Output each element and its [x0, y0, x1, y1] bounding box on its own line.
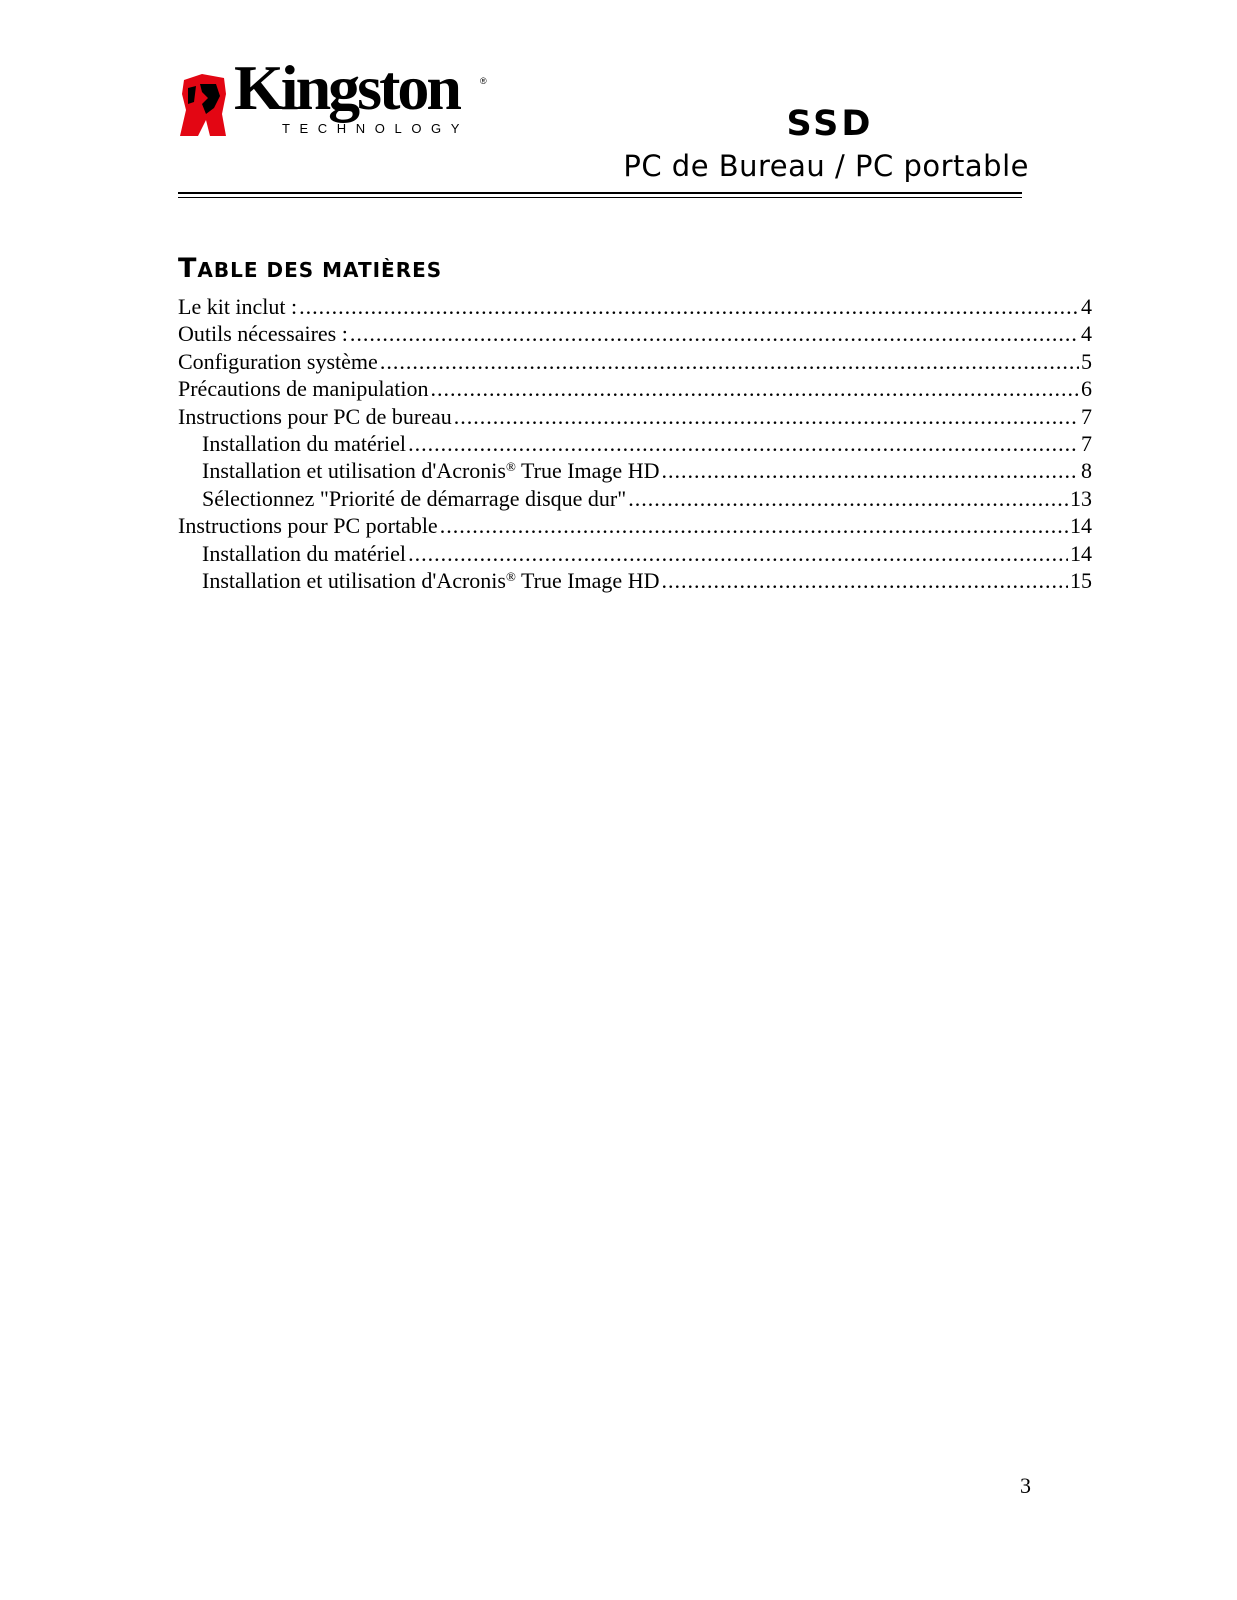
logo-tagline: TECHNOLOGY	[282, 121, 470, 136]
toc-entry[interactable]	[178, 485, 1092, 512]
toc-dot-leader	[661, 457, 1079, 484]
kingston-head-icon	[180, 74, 228, 136]
toc-entry-label: Instructions pour PC portable	[178, 513, 438, 539]
registered-mark: ®	[480, 76, 487, 86]
toc-entry-label: Installation du matériel	[202, 540, 407, 566]
toc-entry[interactable]	[178, 403, 1092, 430]
toc-entry-label	[202, 457, 659, 484]
toc-entry-page: 14	[1070, 513, 1092, 539]
toc-entry[interactable]	[178, 348, 1092, 375]
toc-entry-page: 14	[1070, 540, 1092, 566]
toc-heading-rest: ABLE DES MATIÈRES	[197, 258, 443, 282]
toc-entry-page: 8	[1081, 458, 1092, 484]
toc-entry-page: 7	[1081, 430, 1092, 456]
registered-mark: ®	[505, 459, 516, 475]
toc-entry[interactable]	[178, 457, 1092, 484]
toc-dot-leader	[454, 403, 1079, 430]
toc-entry-label: Instructions pour PC de bureau	[178, 403, 452, 429]
toc-heading-initial: T	[178, 253, 198, 284]
toc-dot-leader	[440, 512, 1068, 539]
toc-entry[interactable]	[178, 512, 1092, 539]
toc-entry-label-text: Installation et utilisation d'Acronis	[202, 567, 506, 593]
toc-dot-leader	[431, 375, 1080, 402]
toc-entry-page: 7	[1081, 403, 1092, 429]
toc-entry-label	[202, 567, 659, 594]
toc-entry-label: Précautions de manipulation	[178, 376, 429, 402]
toc-entry-page: 4	[1081, 321, 1092, 347]
registered-mark: ®	[505, 568, 516, 584]
toc-entry-page: 4	[1081, 294, 1092, 319]
document-title: SSD	[786, 104, 874, 144]
toc-dot-leader	[628, 485, 1068, 512]
toc-entry[interactable]	[178, 540, 1092, 567]
toc-entry[interactable]	[178, 567, 1092, 594]
toc-dot-leader	[380, 348, 1079, 375]
header-rule-thin	[178, 197, 1022, 198]
toc-entry-page: 13	[1070, 485, 1092, 511]
toc-list	[178, 293, 1092, 594]
toc-entry[interactable]	[178, 320, 1092, 347]
document-subtitle: PC de Bureau / PC portable	[623, 149, 1029, 183]
header-rule-thick	[178, 192, 1022, 194]
kingston-logo	[180, 52, 500, 142]
toc-dot-leader	[350, 320, 1079, 347]
toc-dot-leader	[661, 567, 1068, 594]
toc-entry[interactable]	[178, 375, 1092, 402]
toc-entry[interactable]	[178, 430, 1092, 457]
toc-entry-label-text: Installation et utilisation d'Acronis	[202, 458, 506, 484]
toc-dot-leader	[408, 540, 1068, 567]
toc-entry-label: Installation du matériel	[202, 430, 407, 456]
toc-dot-leader	[408, 430, 1079, 457]
toc-entry-label-text: True Image HD	[515, 567, 660, 593]
toc-entry-label-text: True Image HD	[515, 458, 660, 484]
toc-entry[interactable]	[178, 293, 1092, 320]
toc-entry-page: 5	[1081, 348, 1092, 374]
toc-entry-label: Sélectionnez "Priorité de démarrage disque dur"	[202, 485, 627, 511]
toc-dot-leader	[299, 293, 1079, 320]
page-number: 3	[1020, 1473, 1031, 1498]
toc-entry-label: Le kit inclut :	[178, 294, 298, 319]
toc-entry-page: 6	[1081, 376, 1092, 402]
toc-heading	[178, 253, 442, 285]
toc-entry-label: Configuration système	[178, 348, 378, 374]
toc-entry-label: Outils nécessaires :	[178, 321, 348, 347]
logo-wordmark: Kingston	[234, 52, 459, 123]
toc-entry-page: 15	[1070, 567, 1092, 593]
